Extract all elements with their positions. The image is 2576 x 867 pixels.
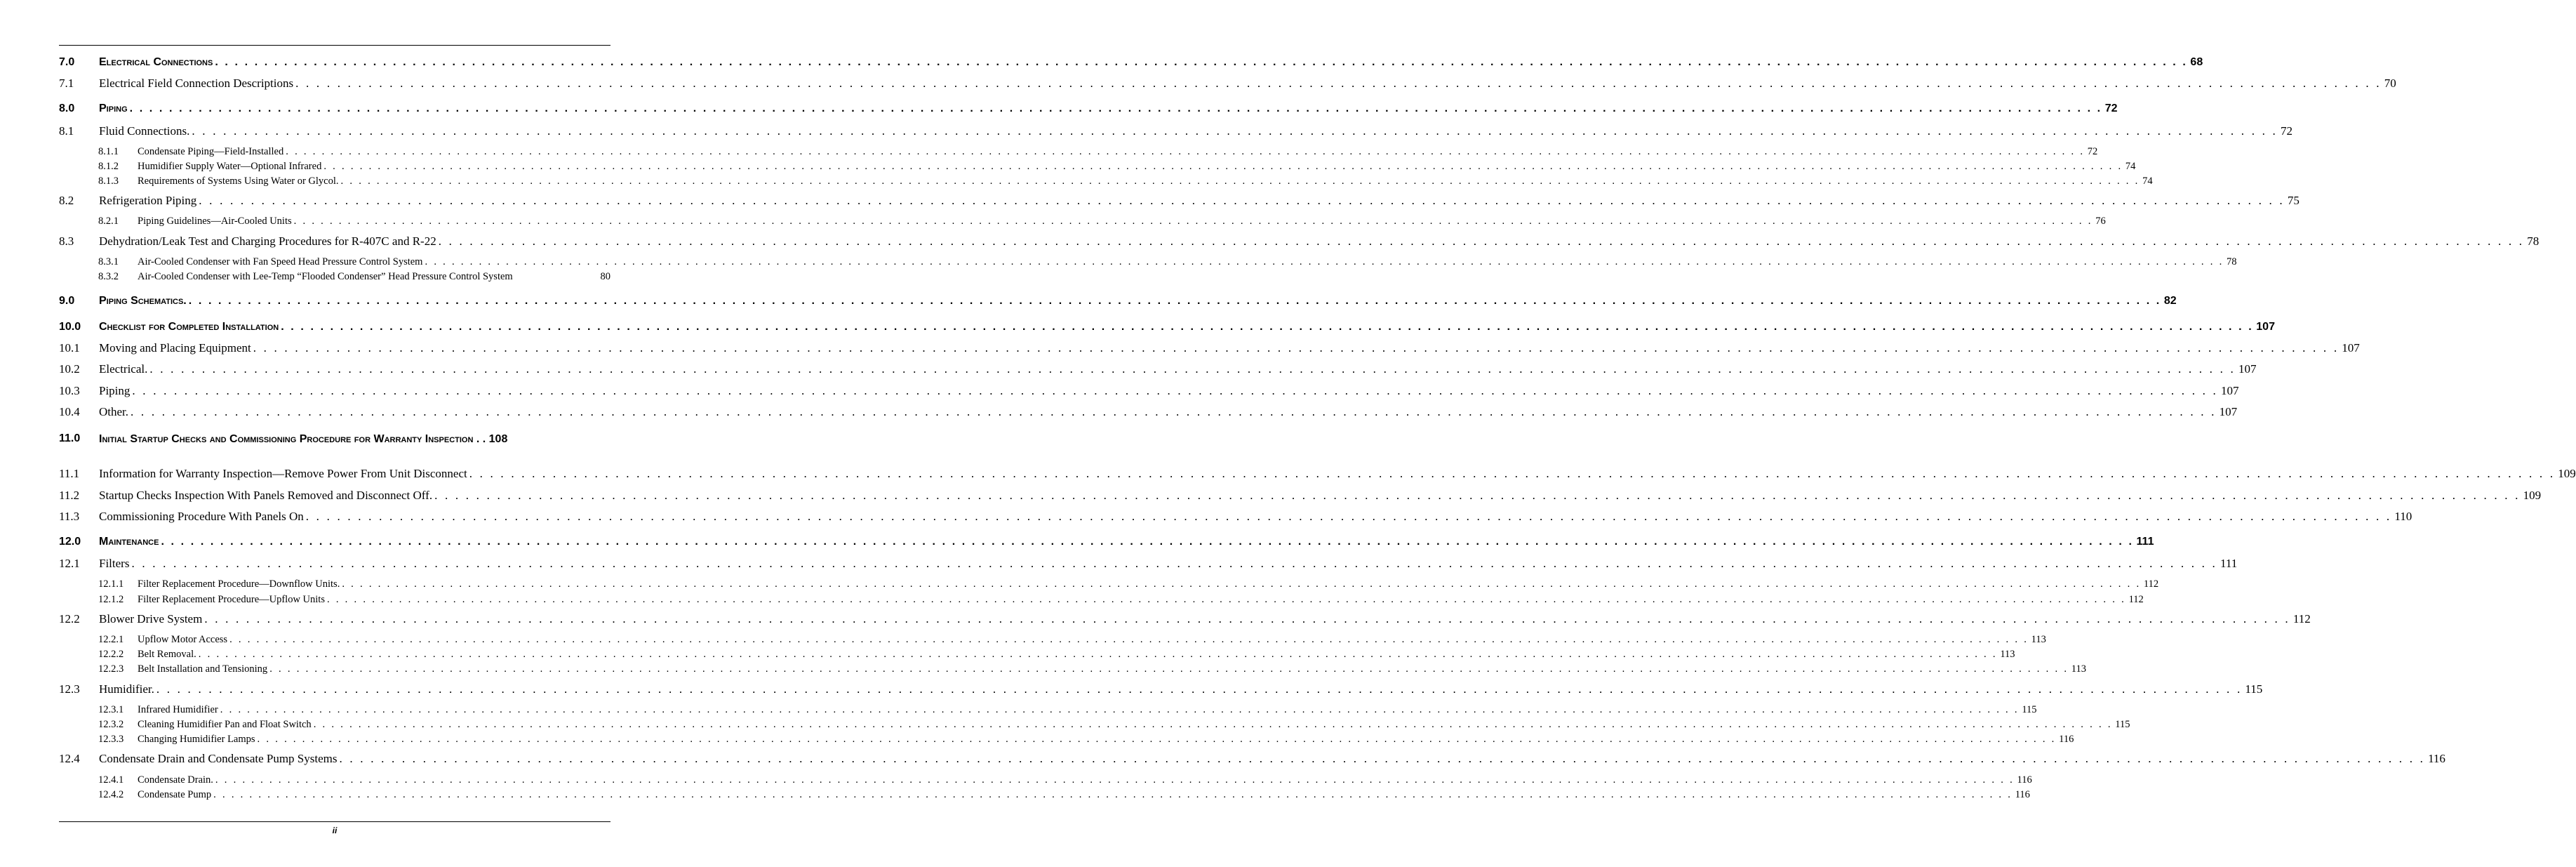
toc-dot-leader: . . . . . . . . . . . . . . . . . . . . . . . . . . . . . . . . . . . . . . . . . . . . . . . . . . . . . . . . . . . . . . . . . . . . . . . . . . . . . . . . . . . . . . . . . . . . . . . . . . . . . . . . . . . . . . . . . . . . . . . . . . . . . . . . . . . . . . . . . . . . . . . . . . . . . . . . . . . . . . . . . . . . . . . . . . . . . . . . . . . . . . . . . . . . . . . . . . . . . . . . — [326, 594, 2126, 605]
toc-entry[interactable] — [59, 578, 2159, 590]
toc-dot-leader: . . . . . . . . . . . . . . . . . . . . . . . . . . . . . . . . . . . . . . . . . . . . . . . . . . . . . . . . . . . . . . . . . . . . . . . . . . . . . . . . . . . . . . . . . . . . . . . . . . . . . . . . . . . . . . . . . . . . . . . . . . . . . . . . . . . . . . . . . . . . . . . . . . . . . . . . . . . . . . . . . . . . . . . . . . . . . . . . . . . . . . . . . . . . . . . . . . . . . . . . — [131, 405, 2217, 418]
toc-entry-page: 109 — [2523, 489, 2542, 502]
toc-entry-number: 12.1 — [59, 557, 80, 570]
toc-dot-leader: . . . . . . . . . . . . . . . . . . . . . . . . . . . . . . . . . . . . . . . . . . . . . . . . . . . . . . . . . . . . . . . . . . . . . . . . . . . . . . . . . . . . . . . . . . . . . . . . . . . . . . . . . . . . . . . . . . . . . . . . . . . . . . . . . . . . . . . . . . . . . . . . . . . . . . . . . . . . . . . . . . . . . . . . . . . . . . . . . . . . . . . . . . . . . . . . . . . . . . . . — [215, 774, 2015, 786]
toc-entry-number: 11.0 — [59, 432, 81, 444]
toc-dot-leader: . . . . . . . . . . . . . . . . . . . . . . . . . . . . . . . . . . . . . . . . . . . . . . . . . . . . . . . . . . . . . . . . . . . . . . . . . . . . . . . . . . . . . . . . . . . . . . . . . . . . . . . . . . . . . . . . . . . . . . . . . . . . . . . . . . . . . . . . . . . . . . . . . . . . . . . . . . . . . . . . . . . . . . . . . . . . . . . . . . . . . . . . . . . . . . . . . . . . . . . . — [425, 256, 2224, 267]
toc-entry-number: 11.2 — [59, 489, 80, 502]
toc-entry-title: Requirements of Systems Using Water or Glycol. — [138, 176, 339, 187]
toc-entry[interactable] — [59, 341, 2360, 355]
toc-entry-page: 112 — [2143, 578, 2159, 590]
toc-entry-number: 8.2.1 — [98, 216, 119, 227]
toc-entry-title: Filter Replacement Procedure—Downflow Units. — [138, 578, 340, 590]
toc-entry-number: 12.3.2 — [98, 719, 124, 730]
toc-entry-title: Condensate Piping—Field-Installed — [138, 146, 284, 157]
toc-entry-number: 12.0 — [59, 536, 81, 548]
toc-dot-leader: . . . . . . . . . . . . . . . . . . . . . . . . . . . . . . . . . . . . . . . . . . . . . . . . . . . . . . . . . . . . . . . . . . . . . . . . . . . . . . . . . . . . . . . . . . . . . . . . . . . . . . . . . . . . . . . . . . . . . . . . . . . . . . . . . . . . . . . . . . . . . . . . . . . . . . . . . . . . . . . . . . . . . . . . . . . . . . . . . . . . . . . . . . . . . . . . . . . . . . . . — [229, 634, 2029, 645]
footer-rule — [59, 821, 610, 822]
toc-dot-leader: . . . . . . . . . . . . . . . . . . . . . . . . . . . . . . . . . . . . . . . . . . . . . . . . . . . . . . . . . . . . . . . . . . . . . . . . . . . . . . . . . . . . . . . . . . . . . . . . . . . . . . . . . . . . . . . . . . . . . . . . . . . . . . . . . . . . . . . . . . . . . . . . . . . . . . . . . . . . . . . . . . . . . . . . . . . . . . . . . . . . . . . . . . . . . . . . . . . . . . . . — [198, 649, 1998, 660]
toc-entry-number: 11.1 — [59, 467, 80, 480]
toc-dot-leader: . . . . . . . . . . . . . . . . . . . . . . . . . . . . . . . . . . . . . . . . . . . . . . . . . . . . . . . . . . . . . . . . . . . . . . . . . . . . . . . . . . . . . . . . . . . . . . . . . . . . . . . . . . . . . . . . . . . . . . . . . . . . . . . . . . . . . . . . . . . . . . . . . . . . . . . . . . . . . . . . . . . . . . . . . . . . . . . . . . . . . . . . . . . . . . . . . . . . . . . . — [204, 612, 2290, 626]
toc-entry-title: Infrared Humidifier — [138, 704, 218, 715]
toc-dot-leader: . . . . . . . . . . . . . . . . . . . . . . . . . . . . . . . . . . . . . . . . . . . . . . . . . . . . . . . . . . . . . . . . . . . . . . . . . . . . . . . . . . . . . . . . . . . . . . . . . . . . . . . . . . . . . . . . . . . . . . . . . . . . . . . . . . . . . . . . . . . . . . . . . . . . . . . . . . . . . . . . . . . . . . . . . . . . . . . . . . . . . . . . . . . . . . . . . . . . . . . . — [339, 752, 2426, 765]
toc-entry[interactable] — [59, 176, 2153, 187]
toc-entry-number: 12.3.3 — [98, 734, 124, 745]
toc-entry-title: Filters — [99, 557, 130, 570]
toc-dot-leader: . . . . . . . . . . . . . . . . . . . . . . . . . . . . . . . . . . . . . . . . . . . . . . . . . . . . . . . . . . . . . . . . . . . . . . . . . . . . . . . . . . . . . . . . . . . . . . . . . . . . . . . . . . . . . . . . . . . . . . . . . . . . . . . . . . . . . . . . . . . . . . . . . . . . . . . . . . . . . . . . . . . . . . . . . . . . . . . . . . . . . . . . . . . . . . . . . . . . . . . . — [305, 510, 2392, 523]
toc-dot-leader: . . . . . . . . . . . . . . . . . . . . . . . . . . . . . . . . . . . . . . . . . . . . . . . . . . . . . . . . . . . . . . . . . . . . . . . . . . . . . . . . . . . . . . . . . . . . . . . . . . . . . . . . . . . . . . . . . . . . . . . . . . . . . . . . . . . . . . . . . . . . . . . . . . . . . . . . . . . . . . . . . . . . . . . . . . . . . . . . . . . . . . . . . . . . . . . . . . . . . . . . — [129, 102, 2102, 114]
toc-entry-number: 8.3.1 — [98, 256, 119, 267]
toc-dot-leader: . . . . . . . . . . . . . . . . . . . . . . . . . . . . . . . . . . . . . . . . . . . . . . . . . . . . . . . . . . . . . . . . . . . . . . . . . . . . . . . . . . . . . . . . . . . . . . . . . . . . . . . . . . . . . . . . . . . . . . . . . . . . . . . . . . . . . . . . . . . . . . . . . . . . . . . . . . . . . . . . . . . . . . . . . . . . . . . . . . . . . . . . . . . . . . . . . . . . . . . . — [281, 321, 2254, 333]
toc-entry[interactable] — [59, 405, 2238, 419]
toc-entry-title: Humidifier. — [99, 682, 154, 696]
toc-entry-page: 74 — [2142, 176, 2153, 187]
toc-entry[interactable] — [59, 789, 2030, 801]
toc-entry[interactable] — [59, 489, 2542, 503]
toc-entry-number: 7.1 — [59, 77, 74, 90]
toc-entry-title: Checklist for Completed Installation — [99, 321, 279, 333]
toc-entry[interactable] — [59, 384, 2239, 398]
toc-entry[interactable] — [59, 124, 2293, 138]
toc-entry-title: Upflow Motor Access — [138, 634, 228, 645]
toc-entry-title: Commissioning Procedure With Panels On — [99, 510, 304, 523]
toc-entry-number: 12.3 — [59, 682, 80, 696]
toc-entry[interactable] — [59, 682, 2263, 696]
toc-entry-title: Filter Replacement Procedure—Upflow Units — [138, 594, 325, 605]
toc-entry-page: 113 — [2071, 663, 2086, 675]
toc-entry[interactable] — [59, 612, 2311, 626]
toc-entry[interactable] — [59, 557, 2238, 571]
toc-entry[interactable] — [59, 146, 2098, 158]
toc-entry-page: 115 — [2022, 704, 2037, 715]
toc-entry-page: 72 — [2104, 102, 2118, 114]
toc-entry-number: 8.3.2 — [98, 271, 119, 282]
toc-entry-number: 10.4 — [59, 405, 80, 418]
toc-entry-title: Fluid Connections. — [99, 124, 190, 138]
toc-entry[interactable] — [59, 774, 2032, 786]
toc-entry-page: 74 — [2125, 161, 2136, 172]
toc-entry-page: 109 — [2558, 467, 2576, 480]
toc-dot-leader: . . . . . . . . . . . . . . . . . . . . . . . . . . . . . . . . . . . . . . . . . . . . . . . . . . . . . . . . . . . . . . . . . . . . . . . . . . . . . . . . . . . . . . . . . . . . . . . . . . . . . . . . . . . . . . . . . . . . . . . . . . . . . . . . . . . . . . . . . . . . . . . . . . . . . . . . . . . . . . . . . . . . . . . . . . . . . . . . . . . . . . . . . . . . . . . . . . . . . . . . — [342, 578, 2141, 590]
toc-entry-page: 116 — [2428, 752, 2445, 765]
toc-entry[interactable] — [59, 752, 2445, 766]
toc-entry-page: 112 — [2293, 612, 2311, 626]
toc-dot-leader: . . . . . . . . . . . . . . . . . . . . . . . . . . . . . . . . . . . . . . . . . . . . . . . . . . . . . . . . . . . . . . . . . . . . . . . . . . . . . . . . . . . . . . . . . . . . . . . . . . . . . . . . . . . . . . . . . . . . . . . . . . . . . . . . . . . . . . . . . . . . . . . . . . . . . . . . . . . . . . . . . . . . . . . . . . . . . . . . . . . . . . . . . . . . . . . . . . . . . . . . — [295, 77, 2382, 90]
toc-entry-page: 111 — [2220, 557, 2238, 570]
toc-dot-leader: . . . . . . . . . . . . . . . . . . . . . . . . . . . . . . . . . . . . . . . . . . . . . . . . . . . . . . . . . . . . . . . . . . . . . . . . . . . . . . . . . . . . . . . . . . . . . . . . . . . . . . . . . . . . . . . . . . . . . . . . . . . . . . . . . . . . . . . . . . . . . . . . . . . . . . . . . . . . . . . . . . . . . . . . . . . . . . . . . . . . . . . . . . . . . . . . . . . . . . . . — [269, 663, 2069, 675]
toc-entry-title: Electrical Field Connection Descriptions — [99, 77, 294, 90]
toc-dot-leader: . . . . . . . . . . . . . . . . . . . . . . . . . . . . . . . . . . . . . . . . . . . . . . . . . . . . . . . . . . . . . . . . . . . . . . . . . . . . . . . . . . . . . . . . . . . . . . . . . . . . . . . . . . . . . . . . . . . . . . . . . . . . . . . . . . . . . . . . . . . . . . . . . . . . . . . . . . . . . . . . . . . . . . . . . . . . . . . . . . . . . . . . . . . . . . . . . . . . . . . . — [192, 124, 2278, 138]
toc-entry-title: Moving and Placing Equipment — [99, 341, 251, 355]
toc-entry[interactable] — [59, 719, 2130, 731]
toc-entry-page: 112 — [2128, 594, 2144, 605]
toc-entry-page: 110 — [2394, 510, 2413, 523]
toc-entry-page: 75 — [2287, 194, 2300, 207]
toc-entry[interactable] — [59, 102, 2118, 115]
toc-entry[interactable] — [59, 362, 2257, 376]
toc-entry-page: 111 — [2136, 536, 2154, 548]
toc-entry-page: 68 — [2190, 56, 2203, 68]
toc-entry-page: 116 — [2017, 774, 2032, 786]
toc-entry[interactable] — [59, 432, 610, 446]
toc-entry-number: 10.1 — [59, 341, 80, 355]
toc-dot-leader: . . . . . . . . . . . . . . . . . . . . . . . . . . . . . . . . . . . . . . . . . . . . . . . . . . . . . . . . . . . . . . . . . . . . . . . . . . . . . . . . . . . . . . . . . . . . . . . . . . . . . . . . . . . . . . . . . . . . . . . . . . . . . . . . . . . . . . . . . . . . . . . . . . . . . . . . . . . . . . . . . . . . . . . . . . . . . . . . . . . . . . . . . . . . . . . . . . . . . . . . — [286, 146, 2085, 157]
toc-entry[interactable] — [59, 256, 2237, 268]
toc-entry[interactable] — [59, 634, 2046, 646]
toc-entry-title: Condensate Pump — [138, 789, 212, 800]
toc-dot-leader: . . . . . . . . . . . . . . . . . . . . . . . . . . . . . . . . . . . . . . . . . . . . . . . . . . . . . . . . . . . . . . . . . . . . . . . . . . . . . . . . . . . . . . . . . . . . . . . . . . . . . . . . . . . . . . . . . . . . . . . . . . . . . . . . . . . . . . . . . . . . . . . . . . . . . . . . . . . . . . . . . . . . . . . . . . . . . . . . . . . . . . . . . . . . . . . . . . . . . . . . — [313, 719, 2113, 730]
toc-dot-leader: . . . . . . . . . . . . . . . . . . . . . . . . . . . . . . . . . . . . . . . . . . . . . . . . . . . . . . . . . . . . . . . . . . . . . . . . . . . . . . . . . . . . . . . . . . . . . . . . . . . . . . . . . . . . . . . . . . . . . . . . . . . . . . . . . . . . . . . . . . . . . . . . . . . . . . . . . . . . . . . . . . . . . . . . . . . . . . . . . . . . . . . . . . . . . . . . . . . . . . . . — [257, 734, 2057, 745]
toc-entry[interactable] — [59, 510, 2413, 524]
toc-entry-page: 72 — [2280, 124, 2293, 138]
toc-entry-number: 8.2 — [59, 194, 74, 207]
toc-dot-leader: . . . . . . . . . . . . . . . . . . . . . . . . . . . . . . . . . . . . . . . . . . . . . . . . . . . . . . . . . . . . . . . . . . . . . . . . . . . . . . . . . . . . . . . . . . . . . . . . . . . . . . . . . . . . . . . . . . . . . . . . . . . . . . . . . . . . . . . . . . . . . . . . . . . . . . . . . . . . . . . . . . . . . . . . . . . . . . . . . . . . . . . . . . . . . . . . . . . . . . . . — [188, 295, 2161, 307]
toc-entry-title: Piping Schematics. — [99, 295, 187, 307]
toc-dot-leader: . . . . . . . . . . . . . . . . . . . . . . . . . . . . . . . . . . . . . . . . . . . . . . . . . . . . . . . . . . . . . . . . . . . . . . . . . . . . . . . . . . . . . . . . . . . . . . . . . . . . . . . . . . . . . . . . . . . . . . . . . . . . . . . . . . . . . . . . . . . . . . . . . . . . . . . . . . . . . . . . . . . . . . . . . . . . . . . . . . . . . . . . . . . . . . . . . . . . . . . . — [149, 362, 2236, 376]
toc-dot-leader: . . . . . . . . . . . . . . . . . . . . . . . . . . . . . . . . . . . . . . . . . . . . . . . . . . . . . . . . . . . . . . . . . . . . . . . . . . . . . . . . . . . . . . . . . . . . . . . . . . . . . . . . . . . . . . . . . . . . . . . . . . . . . . . . . . . . . . . . . . . . . . . . . . . . . . . . . . . . . . . . . . . . . . . . . . . . . . . . . . . . . . . . . . . . . . . . . . . . . . . . — [199, 194, 2285, 207]
toc-entry-number: 12.4.2 — [98, 789, 124, 800]
toc-entry-title: Condensate Drain and Condensate Pump Systems — [99, 752, 338, 765]
toc-entry-number: 10.0 — [59, 321, 81, 333]
toc-entry-number: 12.2.1 — [98, 634, 124, 645]
toc-entry-page: 113 — [2031, 634, 2046, 645]
toc-entry-number: 9.0 — [59, 295, 75, 307]
toc-entry-page: 80 — [600, 271, 610, 282]
toc-dot-leader: . . . . . . . . . . . . . . . . . . . . . . . . . . . . . . . . . . . . . . . . . . . . . . . . . . . . . . . . . . . . . . . . . . . . . . . . . . . . . . . . . . . . . . . . . . . . . . . . . . . . . . . . . . . . . . . . . . . . . . . . . . . . . . . . . . . . . . . . . . . . . . . . . . . . . . . . . . . . . . . . . . . . . . . . . . . . . . . . . . . . . . . . . . . . . . . . . . . . . . . . — [253, 341, 2340, 355]
toc-entry-number: 10.3 — [59, 384, 80, 397]
toc-entry-title: Piping Guidelines—Air-Cooled Units — [138, 216, 292, 227]
toc-entry[interactable] — [59, 321, 2275, 333]
toc-entry-number: 12.4 — [59, 752, 80, 765]
toc-entry[interactable] — [59, 295, 2177, 307]
toc-entry[interactable] — [59, 734, 2074, 746]
toc-entry-title: Changing Humidifier Lamps — [138, 734, 255, 745]
toc-entry-number: 12.2.2 — [98, 649, 124, 660]
toc-entry-number: 12.1.2 — [98, 594, 124, 605]
toc-entry-page: 78 — [2227, 256, 2237, 267]
toc-entry-title: Humidifier Supply Water—Optional Infrared — [138, 161, 322, 172]
toc-entry-page: 107 — [2220, 384, 2239, 397]
toc-entry[interactable] — [59, 56, 2203, 69]
toc-entry-title: Electrical. — [99, 362, 148, 376]
toc-entry-number: 8.3 — [59, 234, 74, 248]
toc-entry-title: Dehydration/Leak Test and Charging Procedures for R-407C and R-22 — [99, 234, 436, 248]
toc-entry-number: 8.0 — [59, 102, 75, 114]
toc-entry-page: 78 — [2527, 234, 2540, 248]
toc-entry-title: Initial Startup Checks and Commissioning Procedure for Warranty Inspection . . 108 — [99, 433, 508, 445]
toc-dot-leader: . . . . . . . . . . . . . . . . . . . . . . . . . . . . . . . . . . . . . . . . . . . . . . . . . . . . . . . . . . . . . . . . . . . . . . . . . . . . . . . . . . . . . . . . . . . . . . . . . . . . . . . . . . . . . . . . . . . . . . . . . . . . . . . . . . . . . . . . . . . . . . . . . . . . . . . . . . . . . . . . . . . . . . . . . . . . . . . . . . . . . . . . . . . . . . . . . . . . . . . . — [161, 536, 2134, 548]
toc-entry-number: 12.2 — [59, 612, 80, 626]
toc-entry-title: Electrical Connections — [99, 56, 213, 68]
toc-entry[interactable] — [59, 594, 2144, 606]
toc-entry-number: 12.2.3 — [98, 663, 124, 675]
toc-entry-title: Cleaning Humidifier Pan and Float Switch — [138, 719, 312, 730]
toc-entry-number: 10.2 — [59, 362, 80, 376]
toc-entry-title: Piping — [99, 102, 128, 114]
toc-entry-page: 107 — [2256, 321, 2275, 333]
toc-entry-title: Refrigeration Piping — [99, 194, 197, 207]
toc-entry-number: 7.0 — [59, 56, 75, 68]
toc-entry-page: 72 — [2087, 146, 2098, 157]
toc-entry-page: 70 — [2384, 77, 2396, 90]
toc-entry-page: 107 — [2342, 341, 2360, 355]
toc-entry[interactable] — [59, 271, 610, 283]
toc-entry-number: 12.3.1 — [98, 704, 124, 715]
toc-entry-number: 12.1.1 — [98, 578, 124, 590]
toc-dot-leader: . . . . . . . . . . . . . . . . . . . . . . . . . . . . . . . . . . . . . . . . . . . . . . . . . . . . . . . . . . . . . . . . . . . . . . . . . . . . . . . . . . . . . . . . . . . . . . . . . . . . . . . . . . . . . . . . . . . . . . . . . . . . . . . . . . . . . . . . . . . . . . . . . . . . . . . . . . . . . . . . . . . . . . . . . . . . . . . . . . . . . . . . . . . . . . . . . . . . . . . . — [438, 234, 2525, 248]
toc-dot-leader: . . . . . . . . . . . . . . . . . . . . . . . . . . . . . . . . . . . . . . . . . . . . . . . . . . . . . . . . . . . . . . . . . . . . . . . . . . . . . . . . . . . . . . . . . . . . . . . . . . . . . . . . . . . . . . . . . . . . . . . . . . . . . . . . . . . . . . . . . . . . . . . . . . . . . . . . . . . . . . . . . . . . . . . . . . . . . . . . . . . . . . . . . . . . . . . . . . . . . . . . — [132, 384, 2218, 397]
toc-dot-leader: . . . . . . . . . . . . . . . . . . . . . . . . . . . . . . . . . . . . . . . . . . . . . . . . . . . . . . . . . . . . . . . . . . . . . . . . . . . . . . . . . . . . . . . . . . . . . . . . . . . . . . . . . . . . . . . . . . . . . . . . . . . . . . . . . . . . . . . . . . . . . . . . . . . . . . . . . . . . . . . . . . . . . . . . . . . . . . . . . . . . . . . . . . . . . . . . . . . . . . . . — [469, 467, 2556, 480]
toc-entry-title: Condensate Drain. — [138, 774, 213, 786]
toc-entry-page: 115 — [2115, 719, 2130, 730]
toc-entry-number: 12.4.1 — [98, 774, 124, 786]
toc-entry[interactable] — [59, 704, 2037, 716]
toc-entry-page: 107 — [2238, 362, 2257, 376]
toc-dot-leader: . . . . . . . . . . . . . . . . . . . . . . . . . . . . . . . . . . . . . . . . . . . . . . . . . . . . . . . . . . . . . . . . . . . . . . . . . . . . . . . . . . . . . . . . . . . . . . . . . . . . . . . . . . . . . . . . . . . . . . . . . . . . . . . . . . . . . . . . . . . . . . . . . . . . . . . . . . . . . . . . . . . . . . . . . . . . . . . . . . . . . . . . . . . . . . . . . . . . . . . . — [293, 216, 2093, 227]
toc-dot-leader: . . . . . . . . . . . . . . . . . . . . . . . . . . . . . . . . . . . . . . . . . . . . . . . . . . . . . . . . . . . . . . . . . . . . . . . . . . . . . . . . . . . . . . . . . . . . . . . . . . . . . . . . . . . . . . . . . . . . . . . . . . . . . . . . . . . . . . . . . . . . . . . . . . . . . . . . . . . . . . . . . . . . . . . . . . . . . . . . . . . . . . . . . . . . . . . . . . . . . . . . — [434, 489, 2521, 502]
toc-dot-leader: . . . . . . . . . . . . . . . . . . . . . . . . . . . . . . . . . . . . . . . . . . . . . . . . . . . . . . . . . . . . . . . . . . . . . . . . . . . . . . . . . . . . . . . . . . . . . . . . . . . . . . . . . . . . . . . . . . . . . . . . . . . . . . . . . . . . . . . . . . . . . . . . . . . . . . . . . . . . . . . . . . . . . . . . . . . . . . . . . . . . . . . . . . . . . . . . . . . . . . . . — [156, 682, 2243, 696]
toc-dot-leader: . . . . . . . . . . . . . . . . . . . . . . . . . . . . . . . . . . . . . . . . . . . . . . . . . . . . . . . . . . . . . . . . . . . . . . . . . . . . . . . . . . . . . . . . . . . . . . . . . . . . . . . . . . . . . . . . . . . . . . . . . . . . . . . . . . . . . . . . . . . . . . . . . . . . . . . . . . . . . . . . . . . . . . . . . . . . . . . . . . . . . . . . . . . . . . . . . . . . . . . . — [213, 789, 2013, 800]
toc-entry[interactable] — [59, 216, 2106, 227]
toc-entry[interactable] — [59, 649, 2015, 661]
toc-entry-page: 113 — [2000, 649, 2015, 660]
toc-entry-title: Air-Cooled Condenser with Lee-Temp “Flooded Condenser” Head Pressure Control System — [138, 271, 513, 282]
toc-entry-page: 116 — [2015, 789, 2030, 800]
page-number: ii — [332, 826, 338, 835]
toc-entry-page: 107 — [2219, 405, 2238, 418]
toc-entry-number: 8.1.1 — [98, 146, 119, 157]
toc-entry[interactable] — [59, 194, 2300, 208]
toc-entry-page: 76 — [2095, 216, 2106, 227]
toc-entry-title: Belt Removal. — [138, 649, 196, 660]
toc-entry[interactable] — [59, 536, 2154, 548]
toc-entry-title: Piping — [99, 384, 131, 397]
toc-dot-leader: . . . . . . . . . . . . . . . . . . . . . . . . . . . . . . . . . . . . . . . . . . . . . . . . . . . . . . . . . . . . . . . . . . . . . . . . . . . . . . . . . . . . . . . . . . . . . . . . . . . . . . . . . . . . . . . . . . . . . . . . . . . . . . . . . . . . . . . . . . . . . . . . . . . . . . . . . . . . . . . . . . . . . . . . . . . . . . . . . . . . . . . . . . . . . . . . . . . . . . . . — [220, 704, 2020, 715]
toc-entry-title: Belt Installation and Tensioning — [138, 663, 268, 675]
toc-entry-title: Other. — [99, 405, 129, 418]
toc-dot-leader: . . . . . . . . . . . . . . . . . . . . . . . . . . . . . . . . . . . . . . . . . . . . . . . . . . . . . . . . . . . . . . . . . . . . . . . . . . . . . . . . . . . . . . . . . . . . . . . . . . . . . . . . . . . . . . . . . . . . . . . . . . . . . . . . . . . . . . . . . . . . . . . . . . . . . . . . . . . . . . . . . . . . . . . . . . . . . . . . . . . . . . . . . . . . . . . . . . . . . . . . — [131, 557, 2218, 570]
toc-entry-title: Blower Drive System — [99, 612, 203, 626]
toc-entry-title: Air-Cooled Condenser with Fan Speed Head Pressure Control System — [138, 256, 423, 267]
toc-entry[interactable] — [59, 161, 2136, 173]
toc-entry-title: Information for Warranty Inspection—Remove Power From Unit Disconnect — [99, 467, 467, 480]
toc-dot-leader: . . . . . . . . . . . . . . . . . . . . . . . . . . . . . . . . . . . . . . . . . . . . . . . . . . . . . . . . . . . . . . . . . . . . . . . . . . . . . . . . . . . . . . . . . . . . . . . . . . . . . . . . . . . . . . . . . . . . . . . . . . . . . . . . . . . . . . . . . . . . . . . . . . . . . . . . . . . . . . . . . . . . . . . . . . . . . . . . . . . . . . . . . . . . . . . . . . . . . . . . — [323, 161, 2123, 172]
toc-entry-page: 116 — [2059, 734, 2074, 745]
toc-entry[interactable] — [59, 467, 2576, 481]
toc-entry-number: 8.1 — [59, 124, 74, 138]
toc-entry-page: 82 — [2163, 295, 2177, 307]
toc-dot-leader: . . . . . . . . . . . . . . . . . . . . . . . . . . . . . . . . . . . . . . . . . . . . . . . . . . . . . . . . . . . . . . . . . . . . . . . . . . . . . . . . . . . . . . . . . . . . . . . . . . . . . . . . . . . . . . . . . . . . . . . . . . . . . . . . . . . . . . . . . . . . . . . . . . . . . . . . . . . . . . . . . . . . . . . . . . . . . . . . . . . . . . . . . . . . . . . . . . . . . . . . — [340, 176, 2140, 187]
toc-entry[interactable] — [59, 77, 2396, 91]
toc-entry-number: 8.1.2 — [98, 161, 119, 172]
toc-entry[interactable] — [59, 663, 2086, 675]
toc-entry-number: 11.3 — [59, 510, 80, 523]
toc-entry-page: 115 — [2245, 682, 2263, 696]
toc-entry[interactable] — [59, 234, 2540, 249]
toc-dot-leader: . . . . . . . . . . . . . . . . . . . . . . . . . . . . . . . . . . . . . . . . . . . . . . . . . . . . . . . . . . . . . . . . . . . . . . . . . . . . . . . . . . . . . . . . . . . . . . . . . . . . . . . . . . . . . . . . . . . . . . . . . . . . . . . . . . . . . . . . . . . . . . . . . . . . . . . . . . . . . . . . . . . . . . . . . . . . . . . . . . . . . . . . . . . . . . . . . . . . . . . . — [215, 56, 2188, 68]
toc-entry-title: Maintenance — [99, 536, 159, 548]
toc-entry-number: 8.1.3 — [98, 176, 119, 187]
toc-entry-title: Startup Checks Inspection With Panels Removed and Disconnect Off. — [99, 489, 433, 502]
table-of-contents — [59, 0, 2576, 867]
